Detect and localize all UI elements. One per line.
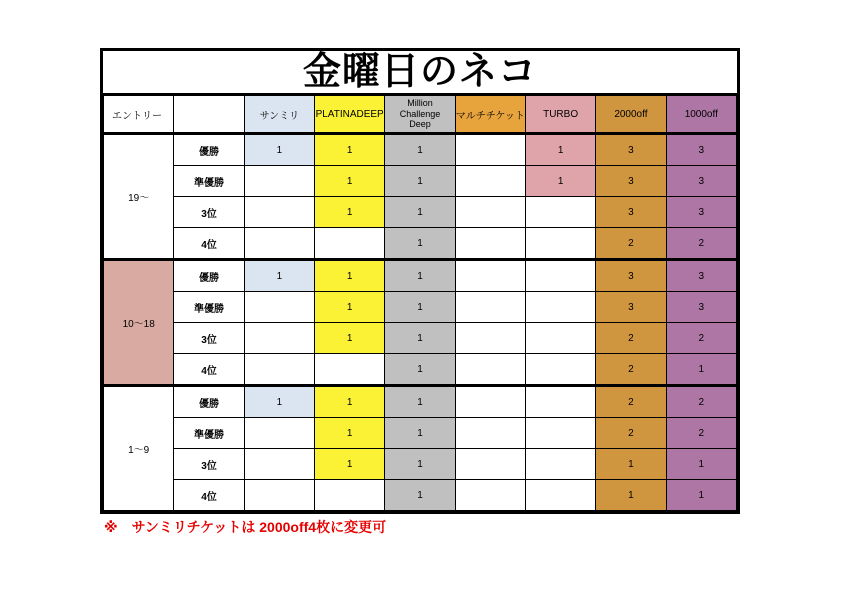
- prize-cell: 1: [385, 197, 455, 228]
- prize-cell: 1: [666, 354, 736, 386]
- prize-cell: 3: [666, 260, 736, 292]
- prize-cell: 3: [596, 166, 666, 197]
- prize-cell: 1: [315, 292, 385, 323]
- rank-label: 4位: [174, 228, 244, 260]
- prize-cell: 1: [315, 134, 385, 166]
- rank-label: 優勝: [174, 260, 244, 292]
- rank-label: 3位: [174, 323, 244, 354]
- rank-label: 4位: [174, 480, 244, 511]
- prize-cell: 2: [666, 323, 736, 354]
- prize-cell: 3: [596, 292, 666, 323]
- header-row: [104, 96, 737, 134]
- entry-group-label: 10～18: [104, 260, 174, 386]
- prize-cell: 1: [385, 449, 455, 480]
- prize-cell: [525, 386, 595, 418]
- prize-cell: [455, 292, 525, 323]
- prize-cell: 1: [315, 449, 385, 480]
- prize-cell: 1: [315, 418, 385, 449]
- entry-group-label: 1～9: [104, 386, 174, 511]
- header-sanmiri: サンミリ: [244, 96, 314, 134]
- prize-grid: [103, 95, 737, 511]
- prize-cell: [244, 354, 314, 386]
- table-row: [104, 166, 737, 197]
- prize-cell: 1: [596, 449, 666, 480]
- prize-cell: 3: [596, 134, 666, 166]
- prize-cell: [455, 228, 525, 260]
- prize-cell: 1: [666, 449, 736, 480]
- prize-cell: 1: [244, 134, 314, 166]
- prize-cell: 1: [385, 354, 455, 386]
- prize-cell: [455, 480, 525, 511]
- prize-cell: [455, 134, 525, 166]
- table-row: [104, 449, 737, 480]
- table-row: [104, 197, 737, 228]
- prize-cell: 1: [385, 260, 455, 292]
- table-row: [104, 292, 737, 323]
- prize-cell: [525, 228, 595, 260]
- prize-cell: 1: [596, 480, 666, 511]
- prize-cell: 1: [315, 166, 385, 197]
- prize-cell: [455, 354, 525, 386]
- prize-cell: [244, 228, 314, 260]
- prize-cell: [525, 480, 595, 511]
- rank-label: 準優勝: [174, 166, 244, 197]
- prize-cell: [244, 197, 314, 228]
- table-body: [104, 134, 737, 511]
- prize-cell: 2: [596, 354, 666, 386]
- table-row: [104, 228, 737, 260]
- prize-cell: 2: [666, 386, 736, 418]
- prize-cell: [525, 323, 595, 354]
- prize-cell: [455, 260, 525, 292]
- prize-cell: 2: [596, 418, 666, 449]
- prize-cell: 3: [666, 292, 736, 323]
- prize-cell: [525, 418, 595, 449]
- prize-cell: [455, 386, 525, 418]
- prize-cell: 1: [525, 166, 595, 197]
- rank-label: 4位: [174, 354, 244, 386]
- prize-cell: 2: [666, 418, 736, 449]
- prize-cell: 1: [385, 386, 455, 418]
- prize-cell: 2: [596, 228, 666, 260]
- prize-cell: [315, 354, 385, 386]
- header-turbo: TURBO: [525, 96, 595, 134]
- header-entry: エントリー: [104, 96, 174, 134]
- page-title: 金曜日のネコ: [103, 51, 737, 95]
- prize-cell: [244, 292, 314, 323]
- rank-label: 優勝: [174, 386, 244, 418]
- prize-cell: [244, 480, 314, 511]
- table-row: [104, 386, 737, 418]
- prize-cell: 3: [666, 166, 736, 197]
- prize-cell: [315, 228, 385, 260]
- prize-cell: 1: [244, 386, 314, 418]
- prize-cell: 3: [666, 197, 736, 228]
- header-platinadeep: PLATINADEEP: [315, 96, 385, 134]
- prize-cell: 1: [385, 480, 455, 511]
- footnote: ※ サンミリチケットは 2000off4枚に変更可: [104, 519, 387, 535]
- prize-cell: [244, 166, 314, 197]
- prize-cell: 1: [385, 323, 455, 354]
- prize-cell: [315, 480, 385, 511]
- table-row: [104, 354, 737, 386]
- prize-cell: [525, 292, 595, 323]
- prize-cell: [455, 197, 525, 228]
- prize-cell: 3: [596, 260, 666, 292]
- prize-cell: 3: [666, 134, 736, 166]
- prize-cell: 1: [315, 386, 385, 418]
- prize-cell: [455, 166, 525, 197]
- prize-cell: 1: [385, 166, 455, 197]
- table-row: [104, 323, 737, 354]
- prize-cell: 1: [315, 260, 385, 292]
- rank-label: 準優勝: [174, 418, 244, 449]
- prize-cell: [525, 354, 595, 386]
- prize-cell: [455, 418, 525, 449]
- prize-cell: [244, 449, 314, 480]
- prize-cell: [455, 449, 525, 480]
- header-multi-ticket: マルチチケット: [455, 96, 525, 134]
- prize-cell: 1: [385, 418, 455, 449]
- rank-label: 3位: [174, 449, 244, 480]
- prize-cell: 3: [596, 197, 666, 228]
- prize-cell: [525, 197, 595, 228]
- prize-cell: 1: [385, 134, 455, 166]
- prize-cell: 2: [596, 386, 666, 418]
- prize-cell: [244, 418, 314, 449]
- prize-cell: 1: [385, 292, 455, 323]
- rank-label: 優勝: [174, 134, 244, 166]
- rank-label: 準優勝: [174, 292, 244, 323]
- prize-cell: 1: [315, 197, 385, 228]
- prize-cell: 1: [244, 260, 314, 292]
- header-2000off: 2000off: [596, 96, 666, 134]
- prize-cell: 1: [666, 480, 736, 511]
- table-row: [104, 134, 737, 166]
- table-row: [104, 480, 737, 511]
- header-million-challenge-deep: Million Challenge Deep: [385, 96, 455, 134]
- rank-label: 3位: [174, 197, 244, 228]
- header-blank: [174, 96, 244, 134]
- prize-table: [100, 48, 740, 514]
- table-row: [104, 260, 737, 292]
- prize-cell: 1: [385, 228, 455, 260]
- prize-cell: 1: [315, 323, 385, 354]
- header-1000off: 1000off: [666, 96, 736, 134]
- table-row: [104, 418, 737, 449]
- prize-cell: [244, 323, 314, 354]
- entry-group-label: 19～: [104, 134, 174, 260]
- prize-cell: [525, 449, 595, 480]
- prize-cell: 2: [666, 228, 736, 260]
- prize-cell: 2: [596, 323, 666, 354]
- prize-cell: [525, 260, 595, 292]
- prize-cell: [455, 323, 525, 354]
- prize-cell: 1: [525, 134, 595, 166]
